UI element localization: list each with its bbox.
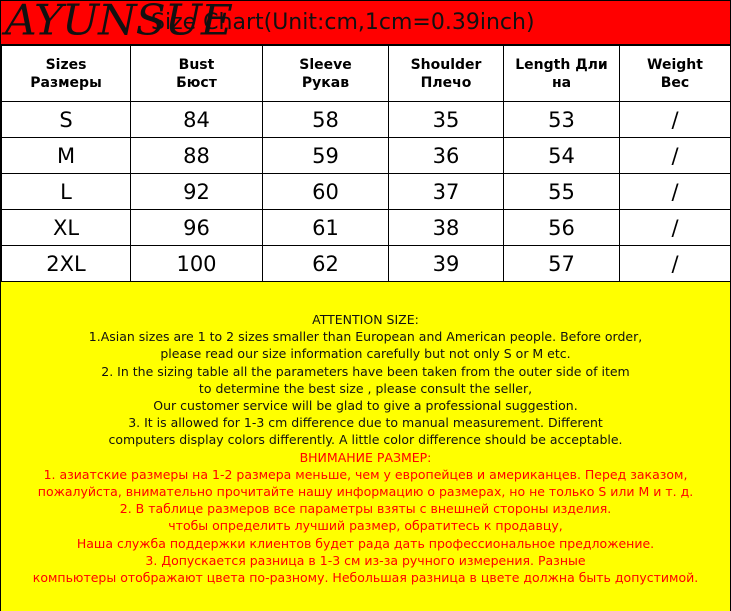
- table-cell: 53: [504, 102, 620, 138]
- notice-line-ru: пожалуйста, внимательно прочитайте нашу информацию о размерах, но не только S или M и т. д.: [37, 484, 694, 500]
- column-header: Weight Вес: [620, 46, 731, 102]
- table-cell: 62: [263, 246, 389, 282]
- table-cell: 59: [263, 138, 389, 174]
- notice-line-ru: 1. азиатские размеры на 1-2 размера меньше, чем у европейцев и американцев. Перед заказом,: [43, 466, 688, 482]
- notice-line-en: Our customer service will be glad to give a professional suggestion.: [153, 398, 578, 414]
- table-cell: 61: [263, 210, 389, 246]
- notice-line-ru: 2. В таблице размеров все параметры взяты с внешней стороны изделия.: [119, 501, 612, 517]
- table-cell: 2XL: [2, 246, 131, 282]
- table-cell: 96: [131, 210, 263, 246]
- column-header: Length Дли на: [504, 46, 620, 102]
- table-cell: 84: [131, 102, 263, 138]
- notice-line-en: computers display colors differently. A little color difference should be acceptable.: [108, 432, 623, 448]
- table-cell: 100: [131, 246, 263, 282]
- table-cell: 88: [131, 138, 263, 174]
- header-banner: [1, 1, 730, 45]
- notice-text: [1, 311, 730, 586]
- table-cell: 92: [131, 174, 263, 210]
- table-row: [2, 246, 731, 282]
- notice-line-ru: 3. Допускается разница в 1-3 см из-за ручного измерения. Разные: [145, 552, 586, 568]
- table-cell: 38: [389, 210, 504, 246]
- column-header: Shoulder Плечо: [389, 46, 504, 102]
- notice-line-en: ATTENTION SIZE:: [312, 312, 419, 327]
- table-cell: L: [2, 174, 131, 210]
- table-cell: 36: [389, 138, 504, 174]
- notice-line-ru: компьютеры отображают цвета по-разному. Небольшая разница в цвете должна быть допустимой.: [32, 570, 699, 586]
- column-header: Sleeve Рукав: [263, 46, 389, 102]
- table-cell: 55: [504, 174, 620, 210]
- attention-notice: [1, 281, 730, 611]
- notice-line-ru: чтобы определить лучший размер, обратитесь к продавцу,: [168, 518, 563, 534]
- notice-line-en: 1.Asian sizes are 1 to 2 sizes smaller than European and American people. Before order,: [88, 329, 643, 345]
- table-row: [2, 174, 731, 210]
- table-row: [2, 138, 731, 174]
- notice-line-en: 2. In the sizing table all the parameters have been taken from the outer side of item: [101, 363, 630, 379]
- table-header-row: [2, 46, 731, 102]
- brand-logo: AYUNSUE: [5, 1, 232, 45]
- table-cell: 60: [263, 174, 389, 210]
- table-cell: /: [620, 210, 731, 246]
- table-cell: /: [620, 102, 731, 138]
- notice-line-en: please read our size information carefully but not only S or M etc.: [160, 346, 571, 362]
- table-cell: 56: [504, 210, 620, 246]
- notice-line-ru: ВНИМАНИЕ РАЗМЕР:: [299, 449, 432, 465]
- notice-line-en: 3. It is allowed for 1-3 cm difference due to manual measurement. Different: [128, 415, 603, 431]
- chart-title: Size Chart(Unit:cm,1cm=0.39inch): [151, 10, 535, 35]
- table-cell: M: [2, 138, 131, 174]
- column-header: Sizes Размеры: [2, 46, 131, 102]
- table-cell: /: [620, 174, 731, 210]
- table-cell: S: [2, 102, 131, 138]
- table-cell: 54: [504, 138, 620, 174]
- table-cell: 37: [389, 174, 504, 210]
- table-row: [2, 102, 731, 138]
- table-row: [2, 210, 731, 246]
- table-cell: /: [620, 138, 731, 174]
- notice-line-en: to determine the best size , please consult the seller,: [198, 380, 533, 396]
- table-cell: 58: [263, 102, 389, 138]
- size-table: [1, 45, 731, 282]
- notice-line-ru: Наша служба поддержки клиентов будет рада дать профессиональное предложение.: [76, 535, 655, 551]
- table-cell: 35: [389, 102, 504, 138]
- table-cell: 39: [389, 246, 504, 282]
- table-cell: /: [620, 246, 731, 282]
- column-header: Bust Бюст: [131, 46, 263, 102]
- table-cell: XL: [2, 210, 131, 246]
- table-cell: 57: [504, 246, 620, 282]
